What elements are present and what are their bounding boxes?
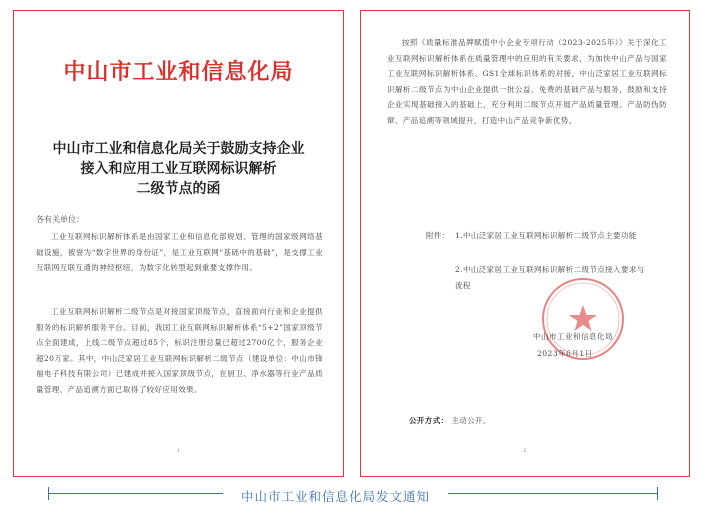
caption-bracket-left <box>48 487 49 500</box>
document-title <box>34 139 323 199</box>
letterhead: 中山市工业和信息化局 <box>63 60 294 85</box>
document-page-2 <box>360 10 690 477</box>
title-line: 中山市工业和信息化局关于鼓励支持企业 <box>52 141 305 157</box>
caption-text: 中山市工业和信息化局发文通知 <box>223 489 448 505</box>
page-number: 1 <box>176 448 181 454</box>
attachment-item: 1.中山泛家居工业互联网标识解析二级节点主要功能 <box>455 231 637 240</box>
caption-bar <box>48 487 658 507</box>
disclosure-label: 公开方式： <box>409 416 449 425</box>
caption-bracket-right <box>657 487 658 500</box>
page-number: 2 <box>523 448 527 454</box>
signature-date: 2023年6月1日 <box>537 349 593 358</box>
attachment-item: 2.中山泛家居工业互联网标识解析二级节点接入要求与流程 <box>455 265 645 290</box>
disclosure-value: 主动公开。 <box>451 416 491 425</box>
title-line: 二级节点的函 <box>136 181 221 197</box>
salutation: 各有关单位： <box>36 215 84 224</box>
body-paragraph: 工业互联网标识解析二级节点是对接国家顶级节点，直接面向行业和企业提供服务的标识解析服务平台。目前，我国工业互联网标识解析体系“5+2”国家顶级节点全面建成，上线二级节点超过85个，标识注册总量已超过2700亿个，服务企业超20万家。其中，中山泛家居工业互联网标识解析二级节点（建设单位：中山市锋福电子科技有限公司）已建成并接入国家顶级节点，在厨卫、净水器等行业产品质量管理、产品追溯方面已取得了较好应用效果。 <box>36 307 323 394</box>
body-paragraph: 按照《质量标准品牌赋值中小企业专项行动（2023-2025年）》关于深化工业互联网标识解析体系在质量管理中的应用的有关要求，为加快中山产品与国家工业互联网标识解析体系、GS1全球标识体系的对接，中山泛家居工业互联网标识解析二级节点为中山企业提供一批公益、免费的基础产品与服务，鼓励和支持企业实现基础接入的基础上，充分利用二级节点开展产品质量管理、产品防伪防窜、产品追溯等领域提升，打造中山产品竞争新优势。 <box>387 38 667 125</box>
signature-organization: 中山市工业和信息化局 <box>533 332 613 341</box>
document-page-1 <box>13 10 344 477</box>
body-paragraph: 工业互联网标识解析体系是由国家工业和信息化部规划、管理的国家级网络基础设施，被誉为“数字世界的身份证”，是工业互联网“基础中的基础”，是支撑工业互联网互联互通的神经枢纽，为数字化转型起到重要支撑作用。 <box>36 232 323 272</box>
attachment-label: 附件： <box>426 231 450 240</box>
disclosure-line <box>409 415 491 426</box>
title-line: 接入和应用工业互联网标识解析 <box>80 161 277 177</box>
